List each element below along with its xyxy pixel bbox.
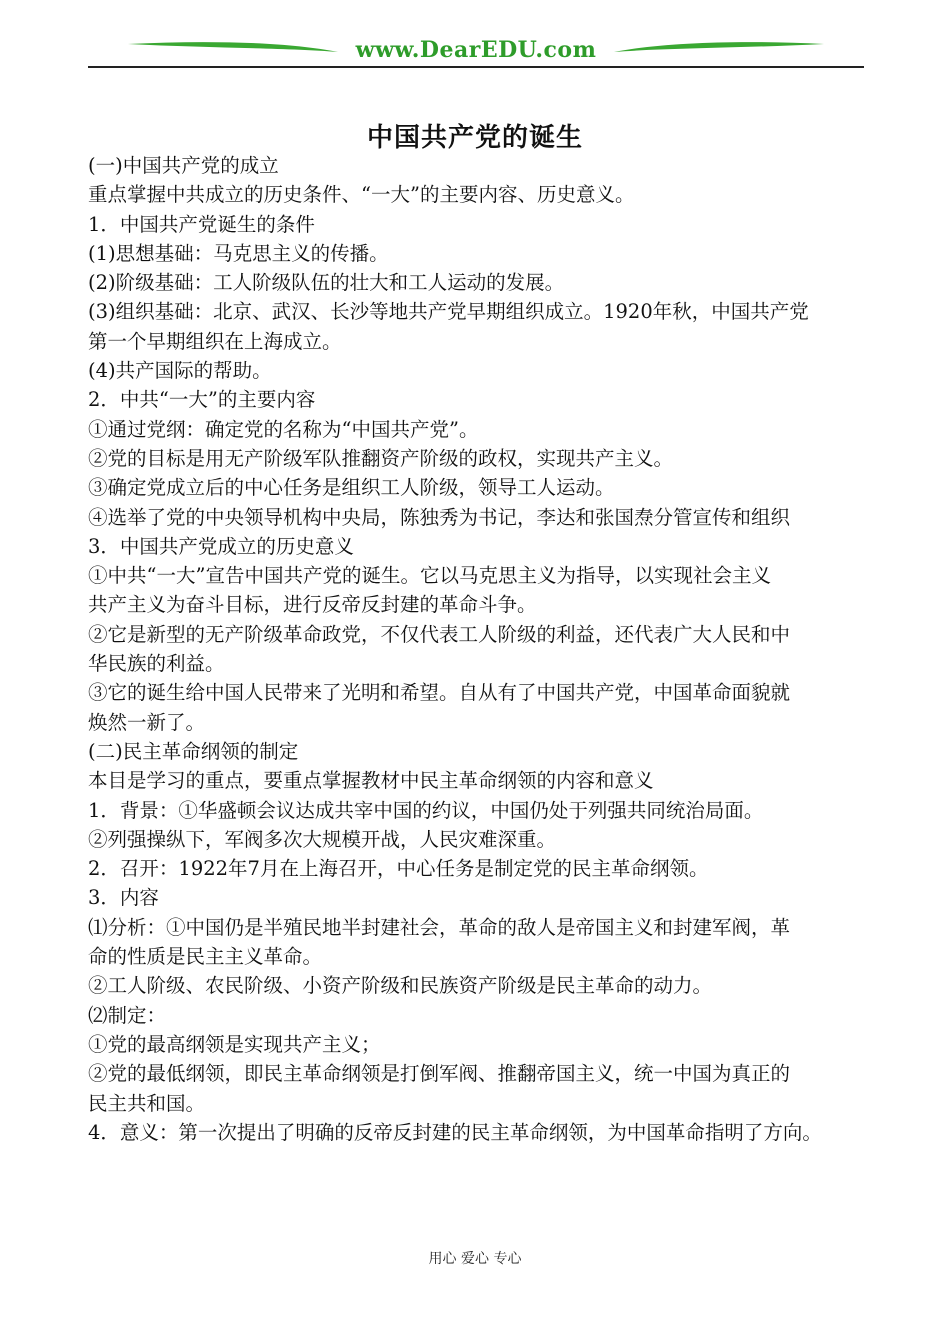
text-line: ①通过党纲：确定党的名称为“中国共产党”。 (88, 417, 479, 441)
text-line: (2)阶级基础：工人阶级队伍的壮大和工人运动的发展。 (88, 271, 565, 295)
text-line: 华民族的利益。 (88, 652, 225, 676)
text-line: ③确定党成立后的中心任务是组织工人阶级，领导工人运动。 (88, 476, 615, 500)
text-line: (一)中国共产党的成立 (88, 154, 279, 177)
text-line: ①中共“一大”宣告中国共产党的诞生。它以马克思主义为指导，以实现社会主义 (88, 564, 771, 588)
text-line: 2．召开：1922年7月在上海召开，中心任务是制定党的民主革命纲领。 (88, 857, 709, 881)
text-line: 焕然一新了。 (88, 710, 206, 734)
text-line: 民主共和国。 (88, 1091, 206, 1115)
text-line: 本目是学习的重点，要重点掌握教材中民主革命纲领的内容和意义 (88, 769, 654, 793)
page-title: 中国共产党的诞生 (366, 123, 583, 153)
text-line: ③它的诞生给中国人民带来了光明和希望。自从有了中国共产党，中国革命面貌就 (88, 681, 791, 705)
document-body (88, 151, 868, 1147)
text-line: ②它是新型的无产阶级革命政党，不仅代表工人阶级的利益，还代表广大人民和中 (88, 622, 791, 646)
text-line: 重点掌握中共成立的历史条件、“一大”的主要内容、历史意义。 (88, 183, 635, 207)
text-line: ⑵制定： (88, 1003, 167, 1027)
text-line: (二)民主革命纲领的制定 (88, 739, 299, 763)
text-line: (4)共产国际的帮助。 (88, 359, 272, 383)
text-line: ④选举了党的中央领导机构中央局，陈独秀为书记，李达和张国焘分管宣传和组织 (88, 505, 791, 529)
text-line: ②党的目标是用无产阶级军队推翻资产阶级的政权，实现共产主义。 (88, 446, 674, 470)
text-line: 3．中国共产党成立的历史意义 (88, 534, 354, 558)
text-line: 共产主义为奋斗目标，进行反帝反封建的革命斗争。 (88, 593, 537, 617)
text-line: 3．内容 (88, 886, 159, 910)
header-rule (88, 66, 864, 68)
text-line: 第一个早期组织在上海成立。 (88, 329, 342, 353)
text-line: ②列强操纵下，军阀多次大规模开战，人民灾难深重。 (88, 827, 557, 851)
page-header (88, 30, 864, 72)
header-logo: www.DearEDU.com (355, 37, 597, 63)
text-line: 命的性质是民主主义革命。 (88, 945, 323, 969)
page-footer: 用心 爱心 专心 (428, 1251, 522, 1267)
text-line: (1)思想基础：马克思主义的传播。 (88, 241, 389, 265)
text-line: 4．意义：第一次提出了明确的反帝反封建的民主革命纲领，为中国革命指明了方向。 (88, 1120, 822, 1144)
text-line: ⑴分析：①中国仍是半殖民地半封建社会，革命的敌人是帝国主义和封建军阀，革 (88, 915, 791, 939)
text-line: (3)组织基础：北京、武汉、长沙等地共产党早期组织成立。1920年秋，中国共产党 (88, 300, 809, 324)
text-line: ①党的最高纲领是实现共产主义； (88, 1032, 381, 1056)
text-line: 1．中国共产党诞生的条件 (88, 212, 315, 236)
text-line: ②党的最低纲领，即民主革命纲领是打倒军阀、推翻帝国主义，统一中国为真正的 (88, 1062, 791, 1086)
text-line: 1．背景：①华盛顿会议达成共宰中国的约议，中国仍处于列强共同统治局面。 (88, 798, 764, 822)
text-line: ②工人阶级、农民阶级、小资产阶级和民族资产阶级是民主革命的动力。 (88, 974, 713, 998)
text-line: 2．中共“一大”的主要内容 (88, 388, 316, 412)
